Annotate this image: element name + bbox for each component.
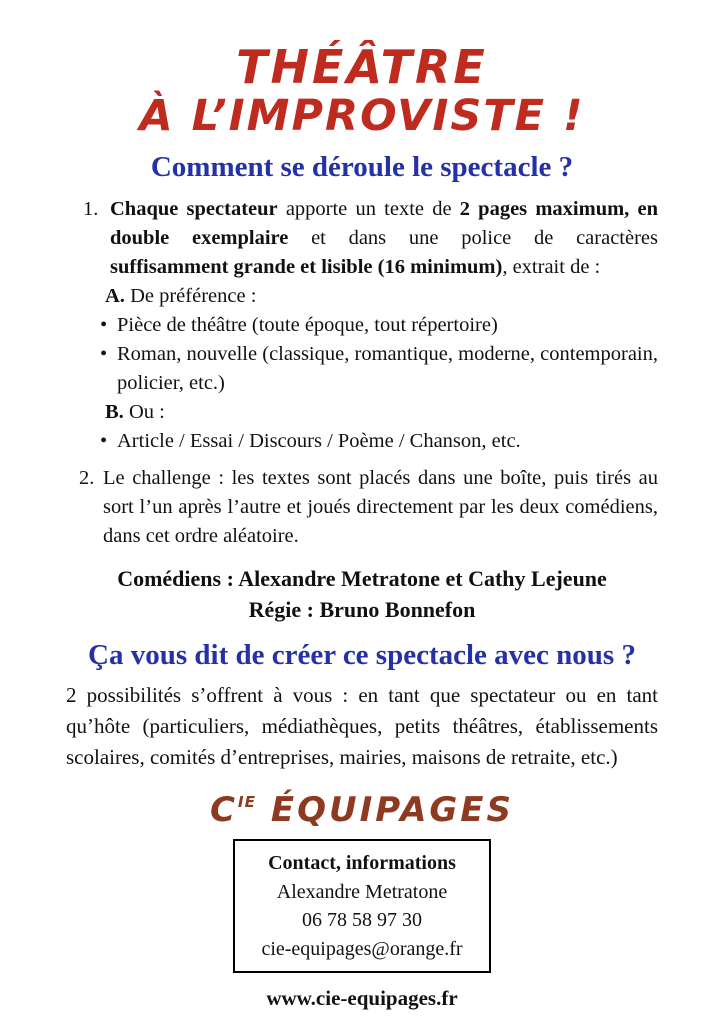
option-a-text: De préférence : [124,285,257,307]
credits-block [0,563,724,625]
item1-run-0: Chaque spectateur [110,198,278,220]
bullet-text: Pièce de théâtre (toute époque, tout répertoire) [117,314,498,336]
section2-paragraph: 2 possibilités s’offrent à vous : en tant que spectateur ou en tant qu’hôte (particuliers, médiathèques, petits théâtres, établissements scolaires, comités d’entreprises, mairies, maisons de retraite, etc.) [66,683,658,769]
list-item-2-number: 2. [79,467,95,489]
section1-heading: Comment se déroule le spectacle ? [150,151,574,183]
bullet-roman-nouvelle [66,340,658,398]
list-item-1-number: 1. [83,198,99,220]
logo-name: ÉQUIPAGES [256,790,515,830]
bullet-article-essai [66,427,658,456]
bullet-text: Roman, nouvelle (classique, romantique, moderne, contemporain, policier, etc.) [117,343,658,394]
option-b-line [66,398,658,427]
bullet-icon: • [100,430,108,452]
option-b-text: Ou : [123,401,165,423]
flyer-title [0,42,724,140]
contact-title: Contact, informations [268,852,456,874]
bullet-icon: • [100,343,108,365]
title-line-1: THÉÂTRE [236,40,488,94]
bullet-piece-de-theatre [66,311,658,340]
title-line-2: À L’IMPROVISTE ! [139,91,585,141]
logo-superscript: IE [237,793,257,811]
item1-run-5: , extrait de : [502,256,601,278]
item1-run-2: 2 pages maximum, en double exemplaire [110,198,658,249]
option-a-line [66,282,658,311]
option-b-label: B. [105,401,124,423]
website-url: www.cie-equipages.fr [266,986,458,1010]
credits-comedians: Comédiens : Alexandre Metratone et Cathy Lejeune [117,566,607,591]
contact-box [233,839,491,973]
item1-run-4: suffisamment grande et lisible (16 minimum) [110,256,503,278]
item1-run-1: apporte un texte de [277,198,460,220]
list-item-2 [66,464,658,551]
main-content [0,195,724,551]
logo-c: C [209,790,238,830]
credits-regie: Régie : Bruno Bonnefon [248,597,476,622]
bullet-icon: • [100,314,108,336]
list-item-1 [66,195,658,282]
contact-email: cie-equipages@orange.fr [261,937,463,960]
contact-name: Alexandre Metratone [276,880,448,903]
company-logo [0,781,724,831]
contact-phone: 06 78 58 97 30 [302,909,422,931]
item2-text: Le challenge : les textes sont placés dans une boîte, puis tirés au sort l’un après l’autre et joués directement par les deux comédiens, dans cet ordre aléatoire. [103,467,658,547]
option-a-label: A. [105,285,125,307]
section2-heading: Ça vous dit de créer ce spectacle avec nous ? [88,639,636,671]
bullet-text: Article / Essai / Discours / Poème / Chanson, etc. [117,430,521,452]
item1-run-3: et dans une police de caractères [288,227,658,249]
